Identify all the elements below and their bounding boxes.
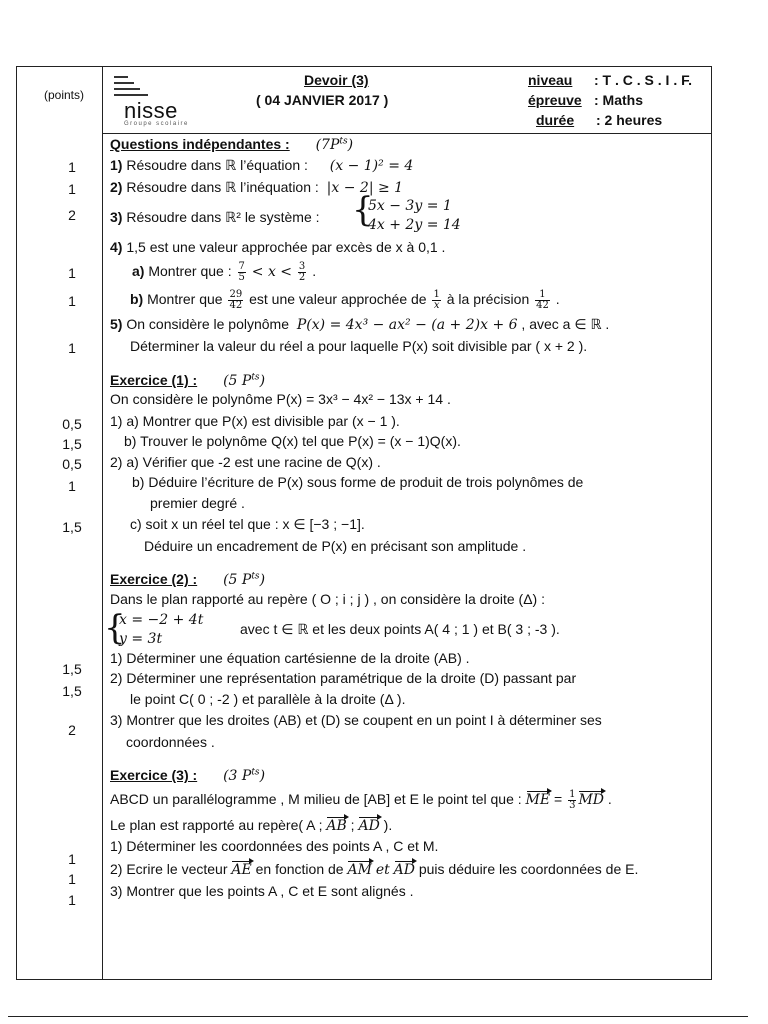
ex2-eq1: x = −2 + 4t (119, 612, 204, 628)
ex2-l1-points: 1,5 (62, 661, 82, 677)
q2-points: 1 (68, 181, 76, 197)
ex3-l3: 3) Montrer que les points A , C et E sont alignés . (110, 883, 414, 899)
ex2-l3-points: 2 (68, 722, 76, 738)
bottom-rule (8, 1016, 748, 1017)
ex2-system-brace: { (104, 608, 126, 648)
ex3-l2: 2) Ecrire le vecteur AE en fonction de AM et AD puis déduire les coordonnées de E. (110, 861, 639, 878)
q3-points: 2 (68, 207, 76, 223)
niveau-value: : T . C . S . I . F. (594, 72, 693, 88)
section-ex1-title: Exercice (1) : (5 $P^{ts}$) (110, 372, 266, 389)
ex1-l3-points: 0,5 (62, 456, 82, 472)
q1-line: 1) Résoudre dans ℝ l’équation : (x − 1)² = 4 (110, 157, 414, 174)
duree-value: : 2 heures (596, 112, 663, 128)
ex2-eq2: y = 3t (119, 631, 163, 647)
ex3-l1-points: 1 (68, 851, 76, 867)
section-questions-title: Questions indépendantes : $(7P^{ts})$ (110, 136, 354, 153)
header-separator (102, 133, 712, 134)
school-logo (112, 72, 222, 128)
ex1-intro: On considère le polynôme P(x) = 3x³ − 4x² − 13x + 14 . (110, 391, 451, 407)
ex1-l3: 2) a) Vérifier que -2 est une racine de Q(x) . (110, 454, 381, 470)
q3-eq1: 5x − 3y = 1 (368, 198, 452, 214)
ex1-l5-points: 1,5 (62, 519, 82, 535)
q5-line: 5) On considère le polynôme P(x) = 4x³ − ax² − (a + 2)x + 6 , avec a ∈ ℝ . (110, 316, 610, 333)
q4a-points: 1 (68, 265, 76, 281)
q5-line2: Déterminer la valeur du réel a pour laquelle P(x) soit divisible par ( x + 2 ). (130, 338, 588, 354)
exam-date: ( 04 JANVIER 2017 ) (256, 92, 389, 108)
ex1-l4: b) Déduire l’écriture de P(x) sous forme de produit de trois polynômes de (132, 474, 584, 490)
q3-eq2: 4x + 2y = 14 (368, 217, 461, 233)
ex1-l4b: premier degré . (150, 495, 245, 511)
ex2-l2b: le point C( 0 ; -2 ) et parallèle à la droite (Δ ). (130, 691, 406, 707)
ex1-l5: c) soit x un réel tel que : x ∈ [−3 ; −1]. (130, 516, 365, 532)
ex3-repere: Le plan est rapporté au repère( A ; AB ; AD ). (110, 817, 393, 834)
q4a-line: a) Montrer que : $\frac{7}{5}$ < x < $\frac{3}{2}$ . (132, 261, 317, 283)
ex1-l4-points: 1 (68, 478, 76, 494)
ex1-l2-points: 1,5 (62, 436, 82, 452)
q2-line: 2) Résoudre dans ℝ l’inéquation : |x − 2| ≥ 1 (110, 179, 404, 196)
section-ex2-title: Exercice (2) : (5 $P^{ts}$) (110, 571, 266, 588)
ex1-l1: 1) a) Montrer que P(x) est divisible par (x − 1 ). (110, 413, 400, 429)
ex2-l3: 3) Montrer que les droites (AB) et (D) se coupent en un point I à déterminer ses (110, 712, 602, 728)
epreuve-value: : Maths (594, 92, 643, 108)
ex2-eq-tail: avec t ∈ ℝ et les deux points A( 4 ; 1 ) et B( 3 ; -3 ). (240, 621, 560, 637)
logo-tagline: Groupe scolaire (124, 121, 189, 127)
ex3-intro: ABCD un parallélogramme , M milieu de [AB] et E le point tel que : ME = $\frac{1}{3}$ MD . (110, 789, 612, 811)
q1-points: 1 (68, 159, 76, 175)
epreuve-label: épreuve (528, 92, 582, 108)
ex2-l2: 2) Déterminer une représentation paramétrique de la droite (D) passant par (110, 670, 577, 686)
logo-text: nisse (124, 98, 178, 123)
q5-points: 1 (68, 340, 76, 356)
ex2-l3b: coordonnées . (126, 734, 215, 750)
duree-label: durée (536, 112, 575, 128)
q4b-points: 1 (68, 293, 76, 309)
ex1-l2: b) Trouver le polynôme Q(x) tel que P(x) = (x − 1)Q(x). (124, 433, 461, 449)
exam-title: Devoir (3) (304, 72, 369, 88)
ex2-intro: Dans le plan rapporté au repère ( O ; i ; j ) , on considère la droite (Δ) : (110, 591, 545, 607)
q4b-line: b) Montrer que $\frac{29}{42}$ est une valeur approchée de $\frac{1}{x}$ à la précision $\frac{1}{42}$ . (130, 289, 560, 311)
q3-line: 3) Résoudre dans ℝ² le système : (110, 209, 320, 225)
ex1-l6: Déduire un encadrement de P(x) en précisant son amplitude . (144, 538, 527, 554)
ex2-l1: 1) Déterminer une équation cartésienne de la droite (AB) . (110, 650, 470, 666)
section-ex3-title: Exercice (3) : (3 $P^{ts}$) (110, 767, 266, 784)
ex3-l3-points: 1 (68, 892, 76, 908)
points-column-separator (102, 66, 103, 980)
points-column-header: (points) (44, 88, 85, 102)
q3-system-brace: { (352, 190, 374, 230)
niveau-label: niveau (528, 72, 573, 88)
ex2-l2-points: 1,5 (62, 683, 82, 699)
ex1-l1-points: 0,5 (62, 416, 82, 432)
ex3-l2-points: 1 (68, 871, 76, 887)
ex3-l1: 1) Déterminer les coordonnées des points A , C et M. (110, 838, 439, 854)
q4-line: 4) 1,5 est une valeur approchée par excès de x à 0,1 . (110, 239, 446, 255)
